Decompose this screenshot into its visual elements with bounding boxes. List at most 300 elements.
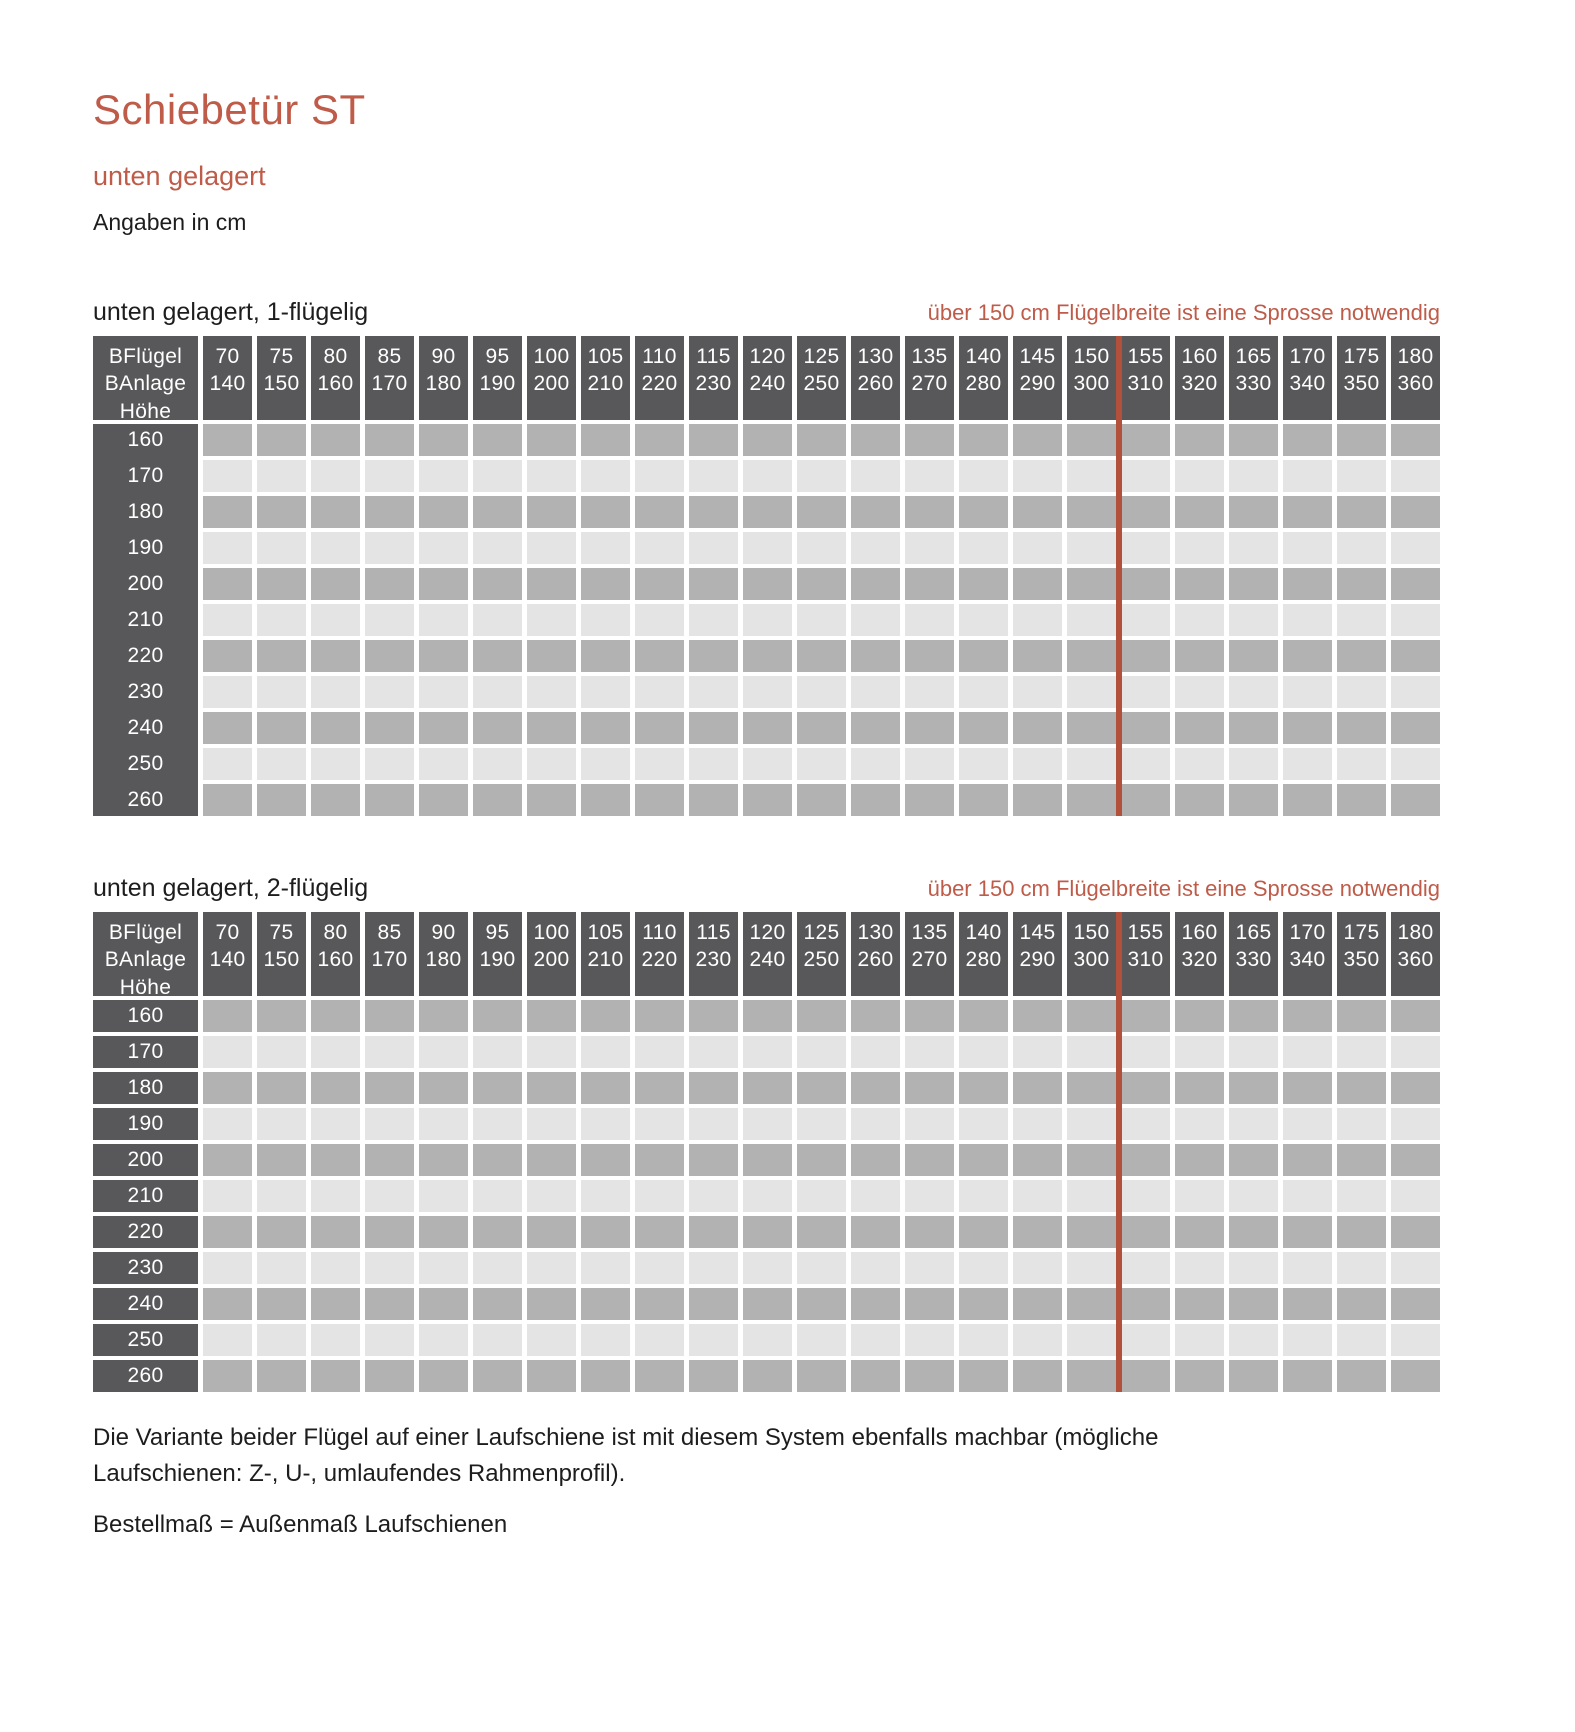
grid-cell xyxy=(311,748,360,780)
grid-cell xyxy=(1175,1180,1224,1212)
grid-cell xyxy=(1391,1288,1440,1320)
grid-cell xyxy=(905,1288,954,1320)
grid-cell xyxy=(1337,1072,1386,1104)
b-anlage-value: 140 xyxy=(209,948,246,972)
column-header-cell xyxy=(1229,912,1278,996)
column-header-cell xyxy=(797,912,846,996)
grid-cell xyxy=(311,1144,360,1176)
grid-cell xyxy=(473,496,522,528)
grid-cell xyxy=(1067,1072,1116,1104)
grid-cell xyxy=(1013,532,1062,564)
grid-cell xyxy=(1391,1216,1440,1248)
grid-cell xyxy=(1283,424,1332,456)
grid-cell xyxy=(1067,424,1116,456)
grid-row xyxy=(203,568,1440,600)
b-anlage-value: 340 xyxy=(1289,372,1326,396)
column-header-cell xyxy=(851,912,900,996)
grid-cell xyxy=(1337,496,1386,528)
grid-cell xyxy=(1175,712,1224,744)
grid-cell xyxy=(1391,1036,1440,1068)
grid-cell xyxy=(743,748,792,780)
grid-cell xyxy=(203,604,252,636)
grid-cell xyxy=(905,784,954,816)
grid-cell xyxy=(1175,1288,1224,1320)
grid-cell xyxy=(1013,1180,1062,1212)
grid-cell xyxy=(527,1216,576,1248)
grid-cell xyxy=(1067,748,1116,780)
grid-cell xyxy=(1337,640,1386,672)
grid-cell xyxy=(1013,1360,1062,1392)
grid-cell xyxy=(419,1180,468,1212)
grid-cell xyxy=(1283,712,1332,744)
grid-cell xyxy=(689,1180,738,1212)
b-fluegel-value: 155 xyxy=(1127,345,1164,368)
grid-cell xyxy=(473,604,522,636)
grid-cell xyxy=(365,460,414,492)
table-section-2-fluegelig xyxy=(93,874,1440,1392)
grid-row xyxy=(203,1144,1440,1176)
sprosse-note: über 150 cm Flügelbreite ist eine Sprosse notwendig xyxy=(927,876,1440,901)
grid-cell xyxy=(473,532,522,564)
b-fluegel-value: 105 xyxy=(587,345,624,368)
grid-cell xyxy=(581,1108,630,1140)
grid-cell xyxy=(419,1288,468,1320)
grid-cell xyxy=(689,748,738,780)
grid-cell xyxy=(365,1180,414,1212)
grid-cell xyxy=(203,712,252,744)
grid-cell xyxy=(1391,1144,1440,1176)
grid-cell xyxy=(797,640,846,672)
grid-cell xyxy=(365,496,414,528)
size-matrix-2-fluegelig xyxy=(93,912,1440,1392)
grid-cell xyxy=(959,1324,1008,1356)
grid-cell xyxy=(1391,496,1440,528)
grid-cell xyxy=(1013,568,1062,600)
table-caption-row xyxy=(93,874,1440,903)
table-section-1-fluegelig xyxy=(93,298,1440,816)
b-anlage-value: 240 xyxy=(749,948,786,972)
grid-cell xyxy=(743,1324,792,1356)
grid-cell xyxy=(905,1108,954,1140)
grid-row xyxy=(203,496,1440,528)
column-header-cell xyxy=(1337,336,1386,420)
grid-cell xyxy=(581,424,630,456)
b-fluegel-value: 170 xyxy=(1289,921,1326,944)
grid-cell xyxy=(1121,1144,1170,1176)
row-label: 210 xyxy=(93,1180,198,1212)
grid-cell xyxy=(257,640,306,672)
b-anlage-value: 290 xyxy=(1019,948,1056,972)
grid-cell xyxy=(959,1036,1008,1068)
grid-cell xyxy=(1013,1288,1062,1320)
grid-cell xyxy=(203,640,252,672)
grid-cell xyxy=(689,460,738,492)
grid-cell xyxy=(581,1252,630,1284)
grid-cell xyxy=(1067,1324,1116,1356)
b-anlage-value: 180 xyxy=(425,948,462,972)
grid-cell xyxy=(851,748,900,780)
row-label: 190 xyxy=(127,536,164,559)
grid-cell xyxy=(1283,496,1332,528)
grid-cell xyxy=(1067,712,1116,744)
grid-cell xyxy=(635,1072,684,1104)
column-header-cell xyxy=(311,912,360,996)
grid-cell xyxy=(419,640,468,672)
grid-cell xyxy=(1229,496,1278,528)
grid-cell xyxy=(1067,1180,1116,1212)
grid-cell xyxy=(203,1180,252,1212)
column-header-cell xyxy=(1013,912,1062,996)
grid-cell xyxy=(635,1144,684,1176)
grid-cell xyxy=(959,748,1008,780)
grid-cell xyxy=(473,1072,522,1104)
grid-cell xyxy=(905,1180,954,1212)
grid-cell xyxy=(797,676,846,708)
grid-cell xyxy=(1229,1252,1278,1284)
b-fluegel-value: 115 xyxy=(696,921,731,944)
grid-cell xyxy=(797,1360,846,1392)
b-anlage-value: 360 xyxy=(1397,372,1434,396)
grid-cell xyxy=(1013,712,1062,744)
grid-cell xyxy=(1229,1216,1278,1248)
grid-cell xyxy=(527,1180,576,1212)
grid-cell xyxy=(419,424,468,456)
b-anlage-value: 260 xyxy=(857,372,894,396)
corner-header-line: Höhe xyxy=(119,399,172,423)
grid-cell xyxy=(1013,460,1062,492)
grid-cell xyxy=(635,1180,684,1212)
column-header-cell xyxy=(1283,912,1332,996)
grid-cell xyxy=(635,676,684,708)
grid-cell xyxy=(1121,568,1170,600)
row-label: 170 xyxy=(93,1036,198,1068)
b-anlage-value: 300 xyxy=(1073,948,1110,972)
b-fluegel-value: 180 xyxy=(1397,921,1434,944)
b-fluegel-value: 110 xyxy=(642,345,677,368)
column-header-cell xyxy=(1283,336,1332,420)
grid-cell xyxy=(1283,1360,1332,1392)
grid-cell xyxy=(527,568,576,600)
grid-cell xyxy=(311,1000,360,1032)
grid-cell xyxy=(527,1288,576,1320)
grid-cell xyxy=(1175,424,1224,456)
grid-cell xyxy=(743,784,792,816)
grid-cell xyxy=(1229,784,1278,816)
grid-cell xyxy=(797,568,846,600)
grid-cell xyxy=(581,604,630,636)
grid-cell xyxy=(851,1360,900,1392)
grid-cell xyxy=(527,748,576,780)
grid-cell xyxy=(743,1036,792,1068)
grid-cell xyxy=(1175,1216,1224,1248)
grid-cell xyxy=(1067,1144,1116,1176)
grid-cell xyxy=(257,1180,306,1212)
grid-cell xyxy=(1121,748,1170,780)
b-fluegel-value: 90 xyxy=(431,345,456,368)
grid-cell xyxy=(1175,640,1224,672)
grid-cell xyxy=(851,1036,900,1068)
grid-row xyxy=(203,460,1440,492)
grid-cell xyxy=(1013,1072,1062,1104)
grid-cell xyxy=(1337,532,1386,564)
grid-cell xyxy=(743,1144,792,1176)
grid-cell xyxy=(527,1144,576,1176)
column-header-cell xyxy=(581,912,630,996)
grid-cell xyxy=(1337,1036,1386,1068)
grid-cell xyxy=(473,712,522,744)
grid-cell xyxy=(959,496,1008,528)
grid-cell xyxy=(635,1108,684,1140)
grid-cell xyxy=(689,568,738,600)
grid-cell xyxy=(905,748,954,780)
b-fluegel-value: 95 xyxy=(485,345,510,368)
grid-cell xyxy=(635,424,684,456)
b-anlage-value: 210 xyxy=(587,948,624,972)
b-anlage-value: 220 xyxy=(641,948,678,972)
grid-cell xyxy=(959,1288,1008,1320)
grid-cell xyxy=(635,1216,684,1248)
hoehe-label-column xyxy=(93,424,198,816)
column-header-cell xyxy=(797,336,846,420)
row-label: 180 xyxy=(127,500,164,523)
grid-row xyxy=(203,424,1440,456)
grid-cell xyxy=(1337,748,1386,780)
grid-cell xyxy=(257,676,306,708)
b-anlage-value: 230 xyxy=(695,948,732,972)
corner-header-line: BFlügel xyxy=(108,921,183,944)
grid-cell xyxy=(1337,676,1386,708)
column-header-cell xyxy=(905,336,954,420)
grid-cell xyxy=(1337,1144,1386,1176)
grid-cell xyxy=(527,424,576,456)
grid-cell xyxy=(1121,424,1170,456)
grid-cell xyxy=(1175,748,1224,780)
grid-cell xyxy=(1175,568,1224,600)
grid-cell xyxy=(959,1360,1008,1392)
grid-cell xyxy=(1337,784,1386,816)
grid-cell xyxy=(473,568,522,600)
row-label: 220 xyxy=(127,644,164,667)
availability-grid xyxy=(203,424,1440,816)
grid-cell xyxy=(1391,640,1440,672)
grid-row xyxy=(203,712,1440,744)
grid-row xyxy=(203,1000,1440,1032)
grid-cell xyxy=(203,424,252,456)
grid-cell xyxy=(1283,1072,1332,1104)
b-fluegel-value: 165 xyxy=(1235,921,1272,944)
grid-cell xyxy=(1391,784,1440,816)
grid-cell xyxy=(1337,712,1386,744)
grid-cell xyxy=(1229,1360,1278,1392)
spec-sheet-page xyxy=(93,0,1440,1693)
grid-cell xyxy=(203,460,252,492)
grid-cell xyxy=(1391,460,1440,492)
grid-cell xyxy=(689,1324,738,1356)
column-header-cell xyxy=(1391,912,1440,996)
column-header-cell xyxy=(1121,912,1170,996)
grid-cell xyxy=(905,1324,954,1356)
column-header-cell xyxy=(635,336,684,420)
grid-cell xyxy=(1067,532,1116,564)
grid-cell xyxy=(365,1360,414,1392)
grid-cell xyxy=(473,1360,522,1392)
grid-cell xyxy=(689,640,738,672)
grid-cell xyxy=(851,1216,900,1248)
grid-cell xyxy=(311,1180,360,1212)
grid-cell xyxy=(1067,604,1116,636)
grid-cell xyxy=(689,1360,738,1392)
grid-cell xyxy=(419,1252,468,1284)
grid-cell xyxy=(527,460,576,492)
column-header-cell xyxy=(473,912,522,996)
grid-cell xyxy=(905,1072,954,1104)
hoehe-label-column xyxy=(93,1000,198,1392)
grid-cell xyxy=(959,1216,1008,1248)
grid-cell xyxy=(689,1216,738,1248)
grid-cell xyxy=(1013,1108,1062,1140)
grid-cell xyxy=(905,1036,954,1068)
grid-cell xyxy=(1121,1072,1170,1104)
grid-cell xyxy=(797,1180,846,1212)
grid-cell xyxy=(1121,1180,1170,1212)
grid-cell xyxy=(743,604,792,636)
sprosse-note: über 150 cm Flügelbreite ist eine Sprosse notwendig xyxy=(927,300,1440,325)
grid-cell xyxy=(797,1288,846,1320)
grid-cell xyxy=(473,1180,522,1212)
grid-cell xyxy=(311,784,360,816)
grid-cell xyxy=(1067,1000,1116,1032)
grid-cell xyxy=(1067,496,1116,528)
grid-cell xyxy=(1067,1360,1116,1392)
grid-cell xyxy=(905,568,954,600)
grid-cell xyxy=(473,1216,522,1248)
grid-cell xyxy=(1283,568,1332,600)
b-anlage-value: 320 xyxy=(1181,948,1218,972)
grid-cell xyxy=(1337,1000,1386,1032)
grid-cell xyxy=(365,1324,414,1356)
column-header-cell xyxy=(419,336,468,420)
b-anlage-value: 220 xyxy=(641,372,678,396)
grid-cell xyxy=(1283,1288,1332,1320)
grid-cell xyxy=(851,640,900,672)
b-anlage-value: 350 xyxy=(1343,948,1380,972)
b-fluegel-value: 160 xyxy=(1181,345,1218,368)
grid-cell xyxy=(1121,604,1170,636)
column-header-cell xyxy=(365,336,414,420)
grid-cell xyxy=(257,1252,306,1284)
grid-row xyxy=(203,1180,1440,1212)
column-header-cell xyxy=(473,336,522,420)
grid-row xyxy=(203,748,1440,780)
grid-cell xyxy=(689,1144,738,1176)
b-fluegel-value: 150 xyxy=(1073,921,1110,944)
grid-cell xyxy=(1229,1072,1278,1104)
grid-cell xyxy=(203,1036,252,1068)
grid-cell xyxy=(743,676,792,708)
grid-cell xyxy=(203,1288,252,1320)
grid-row xyxy=(203,1324,1440,1356)
grid-cell xyxy=(257,1288,306,1320)
grid-cell xyxy=(581,1144,630,1176)
grid-cell xyxy=(743,532,792,564)
grid-cell xyxy=(1013,676,1062,708)
row-label: 170 xyxy=(127,464,164,487)
corner-header-line: BAnlage xyxy=(104,372,187,396)
grid-cell xyxy=(1121,496,1170,528)
b-anlage-value: 280 xyxy=(965,948,1002,972)
grid-cell xyxy=(1229,568,1278,600)
b-anlage-value: 340 xyxy=(1289,948,1326,972)
grid-cell xyxy=(1391,424,1440,456)
grid-cell xyxy=(959,1000,1008,1032)
grid-cell xyxy=(1013,748,1062,780)
grid-cell xyxy=(473,1036,522,1068)
grid-cell xyxy=(203,1072,252,1104)
grid-cell xyxy=(851,496,900,528)
b-anlage-value: 290 xyxy=(1019,372,1056,396)
grid-cell xyxy=(959,784,1008,816)
grid-cell xyxy=(473,1324,522,1356)
grid-cell xyxy=(1229,424,1278,456)
grid-cell xyxy=(1283,1108,1332,1140)
b-fluegel-value: 105 xyxy=(587,921,624,944)
grid-cell xyxy=(851,604,900,636)
grid-row xyxy=(203,1288,1440,1320)
grid-cell xyxy=(257,1360,306,1392)
grid-cell xyxy=(851,676,900,708)
grid-cell xyxy=(419,1144,468,1176)
grid-cell xyxy=(1067,784,1116,816)
b-fluegel-value: 150 xyxy=(1073,345,1110,368)
grid-cell xyxy=(905,460,954,492)
grid-cell xyxy=(905,1000,954,1032)
b-anlage-value: 150 xyxy=(263,372,300,396)
grid-cell xyxy=(419,604,468,636)
grid-row xyxy=(203,1072,1440,1104)
grid-cell xyxy=(905,1216,954,1248)
grid-cell xyxy=(203,676,252,708)
grid-cell xyxy=(365,640,414,672)
grid-cell xyxy=(1337,1216,1386,1248)
grid-cell xyxy=(581,1216,630,1248)
grid-cell xyxy=(527,1000,576,1032)
grid-cell xyxy=(581,1324,630,1356)
grid-cell xyxy=(1121,532,1170,564)
grid-cell xyxy=(1337,460,1386,492)
grid-cell xyxy=(203,496,252,528)
corner-header-line: Höhe xyxy=(119,975,172,999)
grid-cell xyxy=(365,1288,414,1320)
grid-cell xyxy=(635,784,684,816)
b-anlage-value: 300 xyxy=(1073,372,1110,396)
grid-cell xyxy=(203,1144,252,1176)
footer-note-bestellmass: Bestellmaß = Außenmaß Laufschienen xyxy=(93,1510,508,1538)
b-anlage-value: 330 xyxy=(1235,372,1272,396)
row-label: 180 xyxy=(93,1072,198,1104)
grid-cell xyxy=(527,496,576,528)
grid-cell xyxy=(851,1288,900,1320)
grid-cell xyxy=(419,1036,468,1068)
grid-cell xyxy=(689,424,738,456)
row-label: 160 xyxy=(93,1000,198,1032)
b-anlage-value: 180 xyxy=(425,372,462,396)
grid-cell xyxy=(1283,1252,1332,1284)
b-fluegel-value: 135 xyxy=(911,921,948,944)
grid-cell xyxy=(311,1216,360,1248)
grid-cell xyxy=(257,1000,306,1032)
grid-cell xyxy=(257,1144,306,1176)
grid-cell xyxy=(365,568,414,600)
